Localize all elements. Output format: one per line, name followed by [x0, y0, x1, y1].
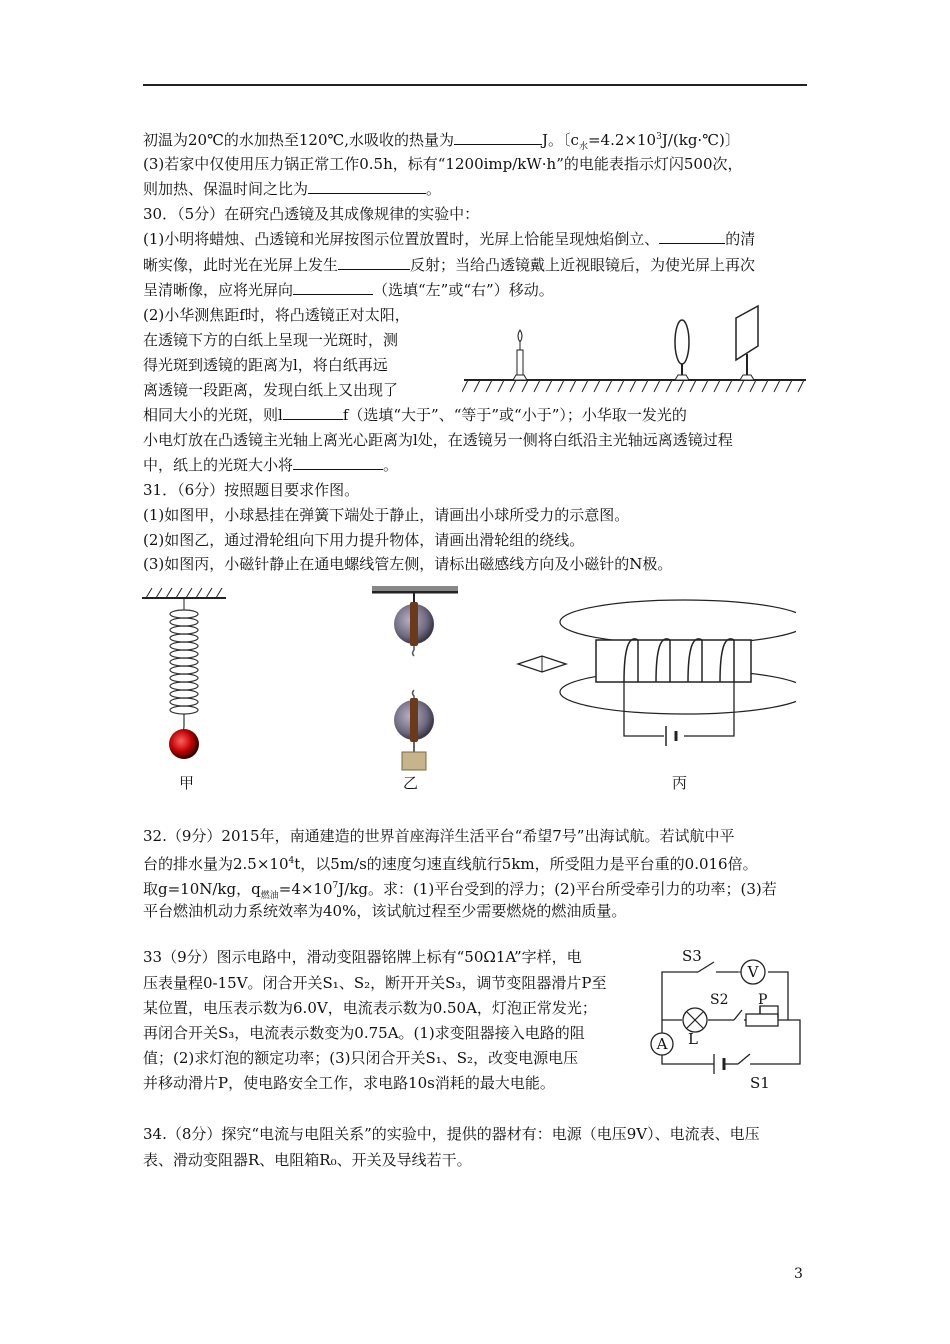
q32-line1: 32.（9分）2015年，南通建造的世界首座海洋生活平台“希望7号”出海试航。若试航中平	[143, 827, 735, 845]
svg-text:V: V	[747, 963, 759, 981]
q30-title: 30．（5分）在研究凸透镜及其成像规律的实验中：	[143, 205, 480, 223]
pulley-figure	[368, 586, 460, 776]
q32-line3: 取g=10N/kg，$q_{燃油}=4\times 10^7J/kg$。求：(1)平台受到的浮力；(2)平台所受牵引力的功率；(3)若	[143, 880, 777, 901]
q33-line6: 并移动滑片P，使电路安全工作，求电路10s消耗的最大电能。	[143, 1074, 555, 1092]
header-rule	[143, 84, 807, 86]
q30-line2: 晰实像，此时光在光屏上发生 反射；当给凸透镜戴上近视眼镜后，为使光屏上再次	[143, 256, 756, 274]
optical-bench-figure	[462, 304, 808, 396]
q34-line2: 表、滑动变阻器R、电阻箱R₀、开关及导线若干。	[143, 1151, 472, 1169]
caption-yi: 乙	[403, 774, 419, 792]
q30-line10: 中，纸上的光斑大小将 。	[143, 456, 399, 474]
q33-line1: 33（9分）图示电路中，滑动变阻器铭牌上标有“50Ω1A”字样，电	[143, 948, 582, 966]
spring-ball-figure	[140, 586, 230, 766]
q33-line4: 再闭合开关S₃，电流表示数变为0.75A。(1)求变阻器接入电路的阻	[143, 1024, 585, 1042]
q31-line2: (2)如图乙，通过滑轮组向下用力提升物体，请画出滑轮组的绕线。	[143, 531, 585, 549]
circuit-diagram	[642, 942, 808, 1092]
light-screen-icon	[736, 306, 758, 380]
page-number: 3	[794, 1266, 803, 1282]
candle-icon	[513, 330, 527, 380]
convex-lens-icon	[675, 320, 689, 380]
q34-line1: 34.（8分）探究“电流与电阻关系”的实验中，提供的器材有：电源（电压9V）、电流表、电压	[143, 1125, 760, 1143]
q33-line2: 压表量程0-15V。闭合开关S₁、S₂，断开开关S₃，调节变阻器滑片P至	[143, 974, 607, 992]
q32-line4: 平台燃油机动力系统效率为40%，该试航过程至少需要燃烧的燃油质量。	[143, 902, 627, 920]
svg-text:S2: S2	[710, 992, 729, 1008]
q30-line7: 离透镜一段距离，发现白纸上又出现了	[143, 381, 399, 399]
svg-text:S3: S3	[682, 947, 702, 965]
q30-line5: 在透镜下方的白纸上呈现一光斑时，测	[143, 331, 399, 349]
weight-block-icon	[402, 752, 426, 770]
battery-icon	[666, 726, 676, 746]
q29-line2: (3)若家中仅使用压力锅正常工作0.5h，标有“1200imp/kW·h”的电能表指示灯闪500次，	[143, 155, 743, 173]
spring-icon	[170, 610, 198, 714]
q29-line3: 则加热、保温时间之比为 。	[143, 180, 442, 198]
q33-line3: 某位置，电压表示数为6.0V，电流表示数为0.50A，灯泡正常发光；	[143, 999, 597, 1017]
q30-line6: 得光斑到透镜的距离为l，将白纸再远	[143, 356, 388, 374]
q30-line8: 相同大小的光斑，则l f（选填“大于”、“等于”或“小于”）；小华取一发光的	[143, 406, 687, 424]
svg-text:P: P	[758, 992, 768, 1008]
svg-text:L: L	[688, 1030, 698, 1048]
ball-icon	[169, 729, 199, 759]
movable-pulley-icon	[394, 698, 434, 742]
q31-line1: (1)如图甲，小球悬挂在弹簧下端处于静止，请画出小球所受力的示意图。	[143, 506, 630, 524]
q31-title: 31．（6分）按照题目要求作图。	[143, 481, 360, 499]
q30-line3: 呈清晰像，应将光屏向 （选填“左”或“右”）移动。	[143, 281, 554, 299]
fixed-pulley-icon	[394, 602, 434, 646]
svg-text:A: A	[656, 1035, 668, 1053]
caption-jia: 甲	[179, 774, 195, 792]
q33-line5: 值；(2)求灯泡的额定功率；(3)只闭合开关S₁、S₂，改变电源电压	[143, 1049, 579, 1067]
q30-line4: (2)小华测焦距f时，将凸透镜正对太阳，	[143, 306, 410, 324]
q32-line2: 台的排水量为$2.5\times 10^4t$，以5m/s的速度匀速直线航行5km，所受阻力是平台重的0.016倍。	[143, 855, 758, 873]
solenoid-figure	[516, 598, 796, 748]
q29-line1: 初温为20℃的水加热至120℃,水吸收的热量为 J。〔$c_水=4.2\times 10^3J/(kg\cdot℃)$〕	[143, 131, 740, 152]
q30-line9: 小电灯放在凸透镜主光轴上离光心距离为l处，在透镜另一侧将白纸沿主光轴远离透镜过程	[143, 431, 733, 449]
q30-line1: (1)小明将蜡烛、凸透镜和光屏按图示位置放置时，光屏上恰能呈现烛焰倒立、 的清	[143, 230, 756, 248]
caption-bing: 丙	[672, 774, 688, 792]
svg-text:S1: S1	[750, 1074, 770, 1092]
q31-line3: (3)如图丙，小磁针静止在通电螺线管左侧，请标出磁感线方向及小磁针的N极。	[143, 555, 673, 573]
